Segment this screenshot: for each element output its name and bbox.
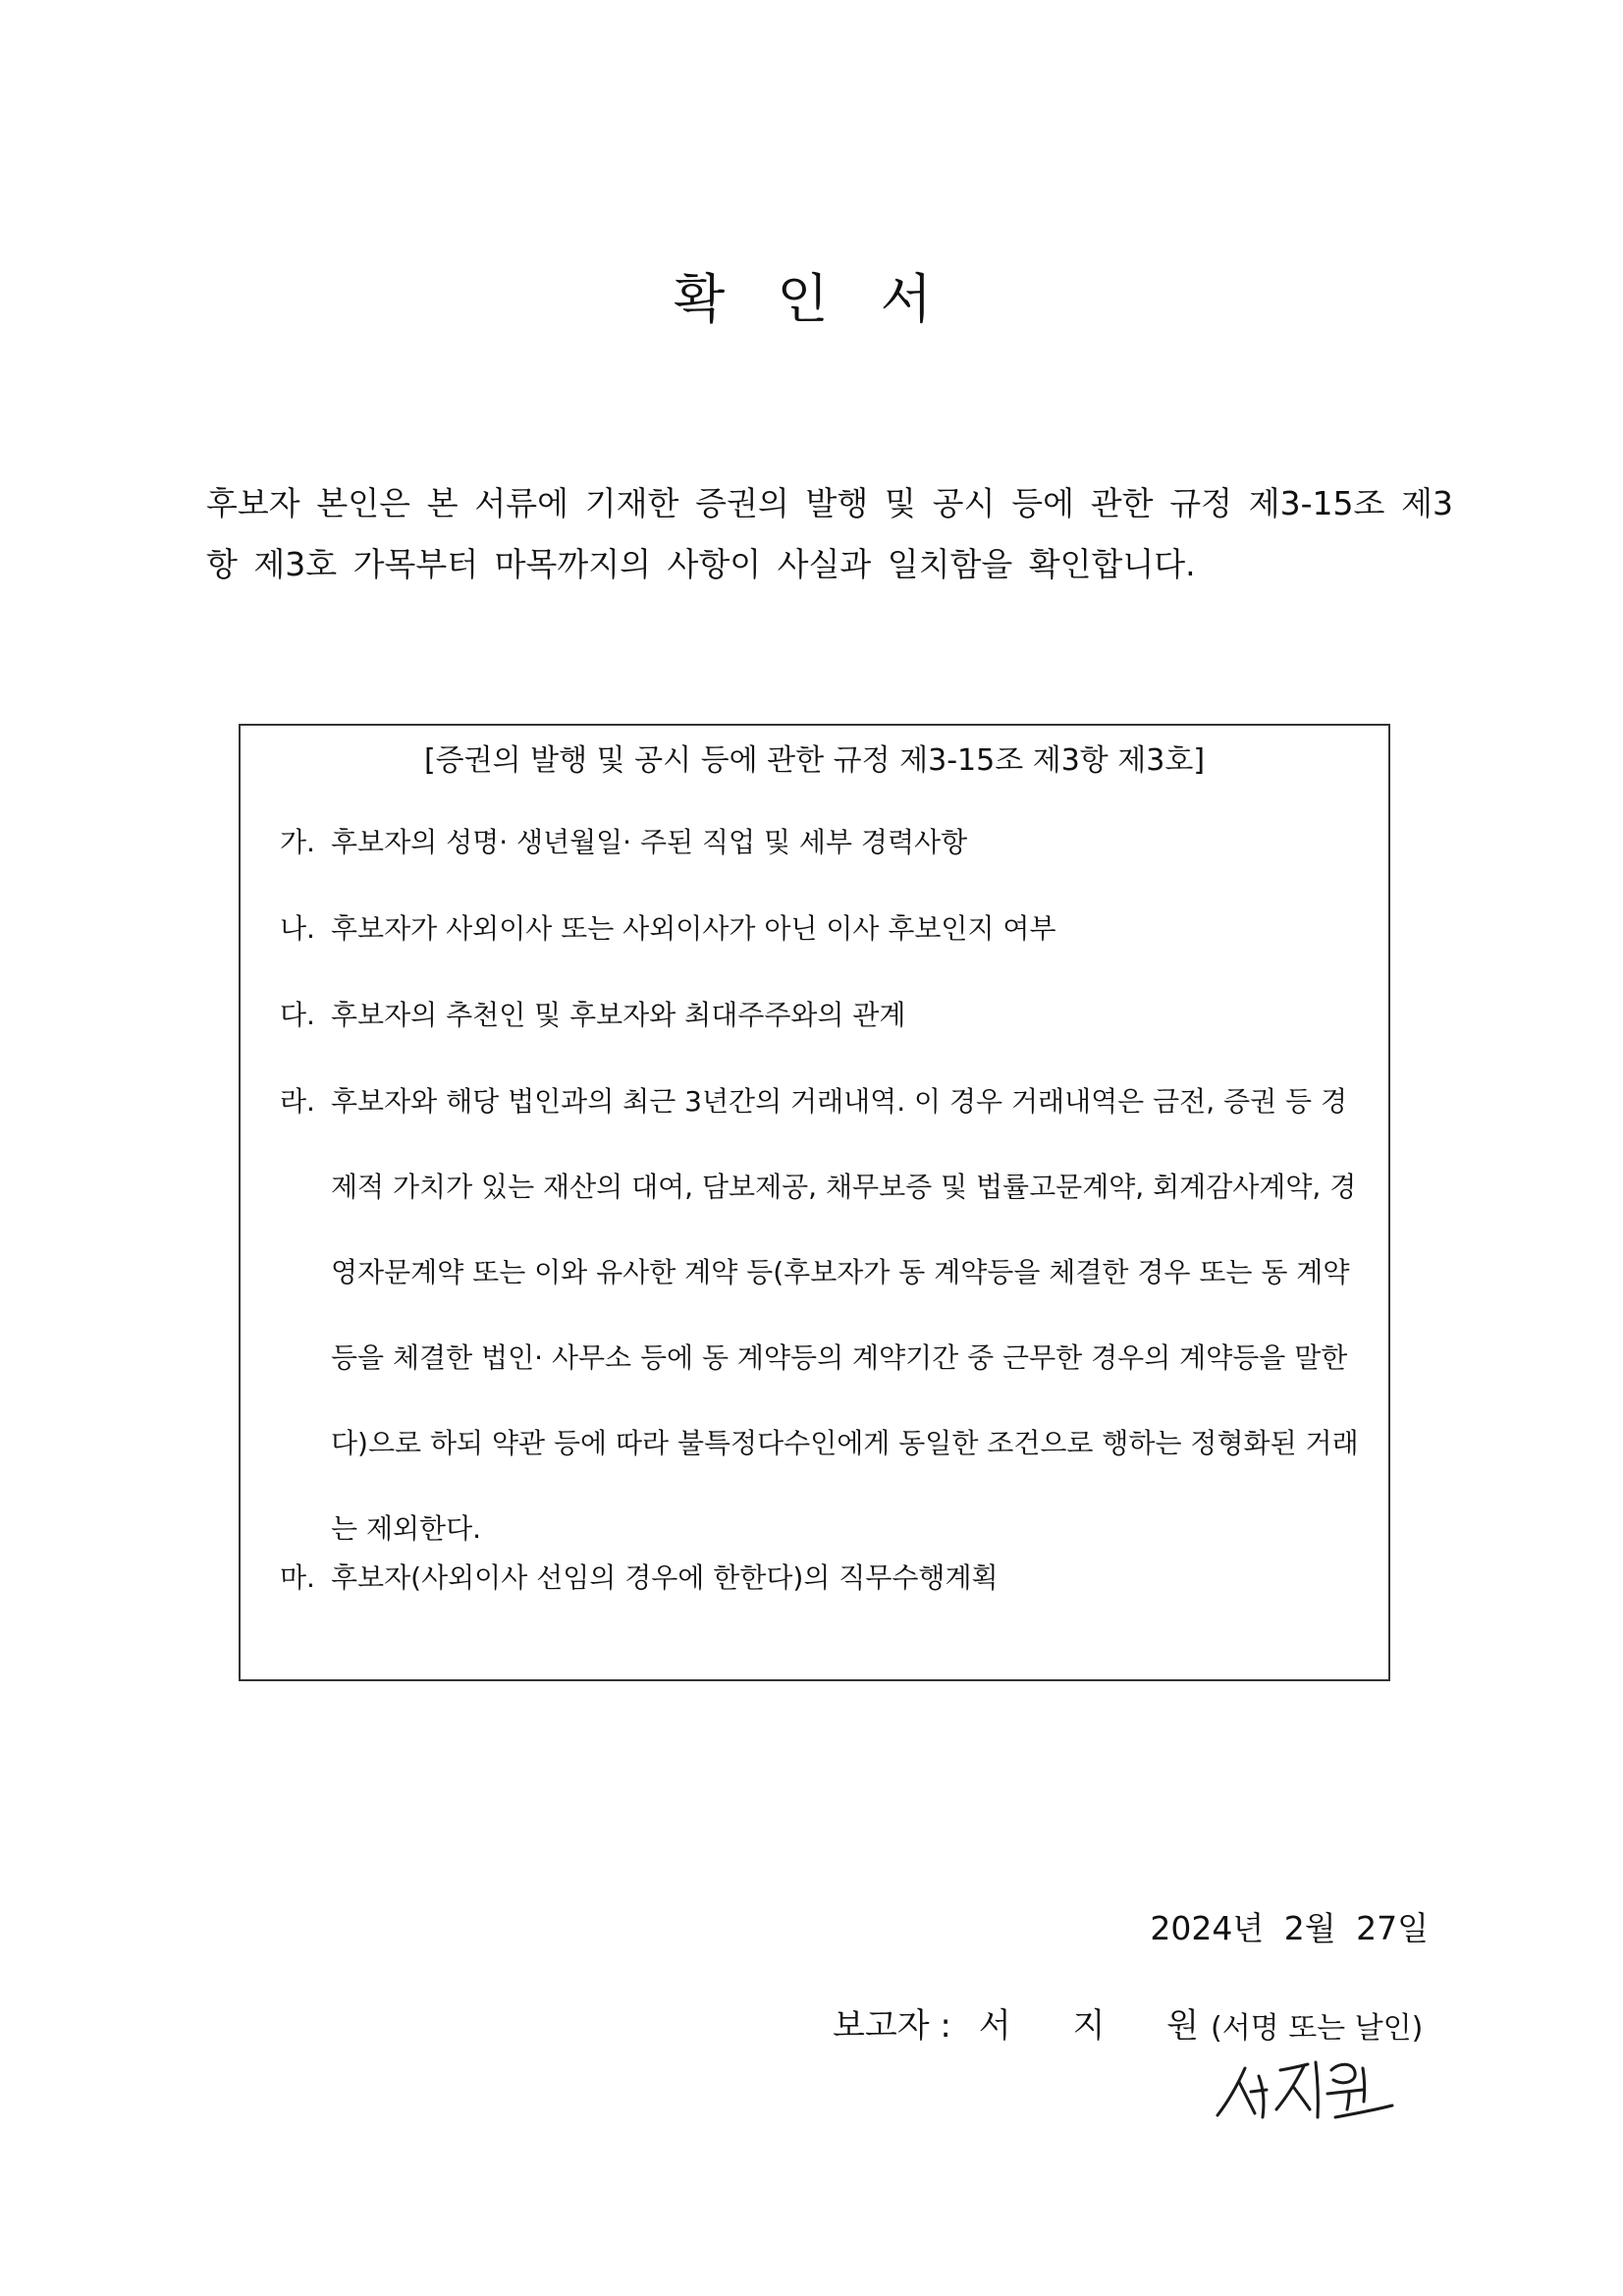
regulation-item-da bbox=[280, 997, 1360, 1034]
signature-note: (서명 또는 날인) bbox=[1211, 2011, 1424, 2046]
reporter-label: 보고자 : bbox=[833, 2006, 951, 2046]
regulation-item-ga bbox=[280, 824, 1360, 861]
item-text: 후보자의 추천인 및 후보자와 최대주주와의 관계 bbox=[331, 999, 906, 1031]
regulation-item-na bbox=[280, 910, 1360, 948]
item-text: 후보자(사외이사 선임의 경우에 한한다)의 직무수행계획 bbox=[331, 1561, 999, 1594]
document-title: 확 인 서 bbox=[674, 268, 949, 330]
item-marker: 마. bbox=[280, 1561, 315, 1594]
item-text: 후보자의 성명· 생년월일· 주된 직업 및 세부 경력사항 bbox=[331, 826, 968, 858]
item-marker: 가. bbox=[280, 826, 315, 858]
regulation-box bbox=[239, 724, 1390, 1681]
confirmation-statement: 후보자 본인은 본 서류에 기재한 증권의 발행 및 공시 등에 관한 규정 제3-15조 제3항 제3호 가목부터 마목까지의 사항이 사실과 일치함을 확인합니다. bbox=[206, 484, 1453, 583]
item-text: 후보자와 해당 법인과의 최근 3년간의 거래내역. 이 경우 거래내역은 금전, 증권 등 경제적 가치가 있는 재산의 대여, 담보제공, 채무보증 및 법률고문계약, 회계감사계약, 경영자문계약 또는 이와 유사한 계약 등(후보자가 동 계약등을 체결한 경우 또는 동 계약등을 체결한 법인· 사무소 등에 동 계약등의 계약기간 중 근무한 경우의 계약등을 말한다)으로 하되 약관 등에 따라 불특정다수인에게 동일한 조건으로 행하는 정형화된 거래는 제외한다. bbox=[331, 1085, 1359, 1545]
item-marker: 나. bbox=[280, 912, 315, 945]
handwritten-signature bbox=[1210, 2049, 1396, 2127]
item-marker: 라. bbox=[280, 1085, 315, 1118]
item-text: 후보자가 사외이사 또는 사외이사가 아닌 이사 후보인지 여부 bbox=[331, 912, 1056, 945]
regulation-item-ra bbox=[280, 1059, 1360, 1571]
document-date: 2024년 2월 27일 bbox=[1150, 1909, 1429, 1947]
reporter-line bbox=[833, 1998, 1224, 2047]
reporter-name: 서 지 원 bbox=[978, 2006, 1224, 2046]
regulation-heading: [증권의 발행 및 공시 등에 관한 규정 제3-15조 제3항 제3호] bbox=[423, 743, 1206, 778]
regulation-item-ma bbox=[280, 1559, 1360, 1597]
item-marker: 다. bbox=[280, 999, 315, 1031]
regulation-item-list bbox=[280, 824, 1360, 1646]
